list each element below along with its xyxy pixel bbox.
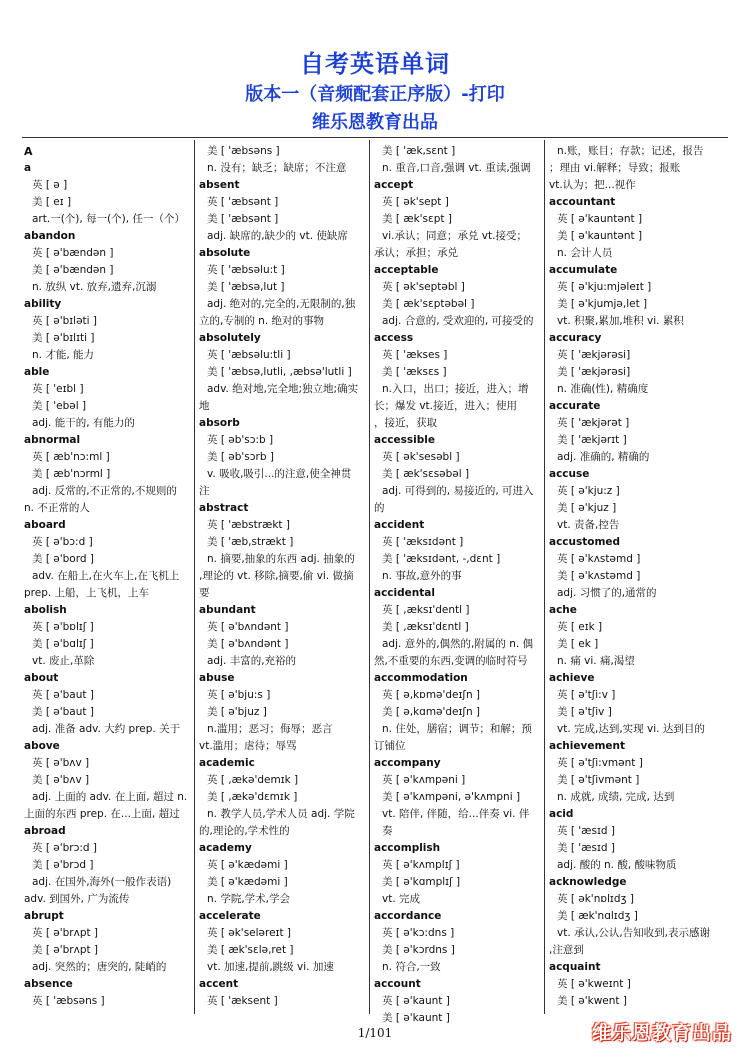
definition-continuation: 要 [199, 587, 210, 599]
definition-continuation: 立的,专制的 n. 绝对的事物 [199, 315, 325, 327]
headword: absolute [199, 247, 251, 259]
definition: n. 没有；缺乏；缺席；不注意 [207, 162, 347, 174]
pronunciation: 美 [ æk'sɛptəbəl ] [382, 298, 475, 310]
headword: achieve [549, 672, 595, 684]
pronunciation: 英 [ 'ækjərəsi] [557, 349, 631, 361]
definition: n. 放纵 vt. 放弃,遗弃,沉溺 [32, 281, 157, 293]
definition: n. 事故,意外的事 [382, 570, 462, 582]
pronunciation: 美 [ ə'bʌv ] [32, 774, 90, 786]
pronunciation: 美 [ 'æksɪdənt, -,dɛnt ] [382, 553, 501, 565]
definition: vt. 承认,公认,告知收到,表示感谢 [557, 927, 711, 939]
column-divider [369, 140, 370, 1014]
definition: adj. 缺席的,缺少的 vt. 使缺席 [207, 230, 348, 242]
pronunciation: 美 [ ek ] [557, 638, 599, 650]
pronunciation: 美 [ æk'sɛpt ] [382, 213, 452, 225]
pronunciation: 美 [ æb'nɔrml ] [32, 468, 111, 480]
headword: absolutely [199, 332, 261, 344]
pronunciation: 美 [ ə'bʌndənt ] [207, 638, 289, 650]
pronunciation: 英 [ ək'sept ] [382, 196, 449, 208]
headword: accustomed [549, 536, 621, 548]
page-title: 自考英语单词 [300, 50, 450, 78]
pronunciation: 美 [ ə'kaunt ] [382, 1012, 450, 1024]
definition-continuation: 地 [199, 400, 210, 412]
pronunciation: 英 [ ək'septəbl ] [382, 281, 465, 293]
pronunciation: 美 [ 'æbsə,lut ] [207, 281, 285, 293]
definition: n. 摘要,抽象的东西 adj. 抽象的 [207, 553, 355, 565]
pronunciation: 美 [ ə'kʌmpəni, ə'kʌmpni ] [382, 791, 521, 803]
headword: achievement [549, 740, 626, 752]
pronunciation: 美 [ ə'kjuz ] [557, 502, 617, 514]
pronunciation: 英 [ ə'tʃi:vmənt ] [557, 757, 643, 769]
pronunciation: 美 [ ə'kædəmi ] [207, 876, 288, 888]
pronunciation: 英 [ ə'kʌmplɪʃ ] [382, 859, 460, 871]
definition: adj. 酸的 n. 酸, 酸味物质 [557, 859, 677, 871]
definition: n. 成就, 成绩, 完成, 达到 [557, 791, 675, 803]
definition: vt. 积聚,累加,堆积 vi. 累积 [557, 315, 684, 327]
word-column-2 [199, 143, 363, 1011]
pronunciation: 英 [ 'æbstrækt ] [207, 519, 290, 531]
pronunciation: 美 [ əb'sɔrb ] [207, 451, 274, 463]
headword: academic [199, 757, 255, 769]
column-divider [194, 140, 195, 1014]
word-column-3 [374, 143, 538, 1024]
pronunciation: 英 [ ə'kʌmpəni ] [382, 774, 466, 786]
pronunciation: 美 [ ə'bɪlɪti ] [32, 332, 95, 344]
pronunciation: 英 [ əb'sɔ:b ] [207, 434, 274, 446]
definition: adj. 合意的, 受欢迎的, 可接受的 [382, 315, 534, 327]
definition-continuation: 长；爆发 vt.接近，进入；使用 [374, 400, 518, 412]
header-divider [22, 137, 728, 138]
headword: accomplish [374, 842, 441, 854]
pronunciation: 英 [ 'æbsəns ] [32, 995, 105, 1007]
pronunciation: 英 [ ə'bɔ:d ] [32, 536, 93, 548]
definition-continuation: 注 [199, 485, 210, 497]
pronunciation: 美 [ 'æksɛs ] [382, 366, 447, 378]
definition: vt. 责备,控告 [557, 519, 620, 531]
column-divider [544, 140, 545, 1014]
pronunciation: 英 [ 'ækjərət ] [557, 417, 630, 429]
headword: accent [199, 978, 239, 990]
publisher-line: 维乐恩教育出品 [312, 112, 438, 133]
pronunciation: 美 [ ə'kwent ] [557, 995, 627, 1007]
pronunciation: 英 [ ə'kʌstəmd ] [557, 553, 641, 565]
pronunciation: 英 [ ə'kædəmi ] [207, 859, 288, 871]
definition-continuation: vt.认为；把...视作 [549, 179, 636, 191]
pronunciation: 英 [ 'æbsəlu:t ] [207, 264, 285, 276]
definition: vt. 完成 [382, 893, 421, 905]
headword: accumulate [549, 264, 618, 276]
definition: vt. 陪伴, 伴随，给...伴奏 vi. 伴奏 [382, 808, 530, 837]
pronunciation: 美 [ ,ækə'dɛmɪk ] [207, 791, 298, 803]
definition-continuation: 订铺位 [374, 740, 406, 752]
pronunciation: 英 [ ə'bɒlɪʃ ] [32, 621, 94, 633]
definition: n. 痛 vi. 痛,渴望 [557, 655, 635, 667]
definition: n. 符合,一致 [382, 961, 441, 973]
definition: adj. 准确的, 精确的 [557, 451, 650, 463]
pronunciation: 英 [ ,ækə'demɪk ] [207, 774, 299, 786]
pronunciation: 英 [ 'æbsənt ] [207, 196, 279, 208]
headword: accountant [549, 196, 616, 208]
pronunciation: 英 [ ək'nɒlɪdʒ ] [557, 893, 635, 905]
pronunciation: 美 [ 'ækjərəsi] [557, 366, 631, 378]
headword: accuracy [549, 332, 602, 344]
pronunciation: 美 [ æk'nɑlɪdʒ ] [557, 910, 638, 922]
headword: accidental [374, 587, 435, 599]
definition: n. 准确(性), 精确度 [557, 383, 649, 395]
headword: accompany [374, 757, 441, 769]
pronunciation: 英 [ ə'kaunt ] [382, 995, 450, 1007]
pronunciation: 美 [ ə'kʌstəmd ] [557, 570, 641, 582]
pronunciation: 美 [ ə'bjuz ] [207, 706, 267, 718]
headword: ability [24, 298, 62, 310]
headword: absent [199, 179, 240, 191]
definition: vi.承认；同意；承兑 vt.接受； [382, 230, 527, 242]
pronunciation: 美 [ æk'sɛsəbəl ] [382, 468, 470, 480]
definition: adj. 习惯了的,通常的 [557, 587, 657, 599]
definition: vt. 废止,革除 [32, 655, 95, 667]
headword: acknowledge [549, 876, 627, 888]
definition: adj. 在国外,海外(一般作表语) [32, 876, 172, 888]
pronunciation: 美 [ 'æsɪd ] [557, 842, 615, 854]
pronunciation: 英 [ ə'bændən ] [32, 247, 114, 259]
definition: n. 才能, 能力 [32, 349, 95, 361]
pronunciation: 英 [ 'ækses ] [382, 349, 448, 361]
section-letter: A [24, 145, 33, 158]
definition: n. 教学人员,学术人员 adj. 学院 [207, 808, 355, 820]
headword: abstract [199, 502, 249, 514]
pronunciation: 美 [ ə'tʃivmənt ] [557, 774, 640, 786]
definition: adj. 上面的 adv. 在上面, 超过 n. [32, 791, 188, 803]
publisher-watermark: 维乐恩教育出品 [591, 1022, 732, 1044]
pronunciation: 英 [ ,æksɪ'dentl ] [382, 604, 470, 616]
headword: acceptable [374, 264, 439, 276]
definition: adj. 能干的, 有能力的 [32, 417, 135, 429]
headword: abuse [199, 672, 235, 684]
pronunciation: 英 [ æb'nɔ:ml ] [32, 451, 110, 463]
definition-continuation: ,注意到 [549, 944, 584, 956]
headword: absence [24, 978, 73, 990]
pronunciation: 英 [ eɪk ] [557, 621, 603, 633]
headword: accurate [549, 400, 601, 412]
definition: n.滥用；恶习；侮辱；恶言 [207, 723, 333, 735]
pronunciation: 英 [ ək'sesəbl ] [382, 451, 460, 463]
definition-continuation: adv. 到国外, 广为流传 [24, 893, 130, 905]
definition: n. 住处，膳宿；调节；和解；预 [382, 723, 532, 735]
headword: abrupt [24, 910, 64, 922]
definition: adv. 在船上,在火车上,在飞机上 [32, 570, 180, 582]
pronunciation: 英 [ ə'bʌv ] [32, 757, 90, 769]
headword: above [24, 740, 60, 752]
pronunciation: 英 [ 'eɪbl ] [32, 383, 84, 395]
headword: abroad [24, 825, 66, 837]
pronunciation: 美 [ 'æbsəns ] [207, 145, 280, 157]
definition: n. 重音,口音,强调 vt. 重读,强调 [382, 162, 531, 174]
headword: abolish [24, 604, 67, 616]
pronunciation: 英 [ 'æbsəlu:tli ] [207, 349, 291, 361]
pronunciation: 美 [ ə'brɔd ] [32, 859, 94, 871]
pronunciation: 美 [ ə'tʃiv ] [557, 706, 612, 718]
headword: about [24, 672, 59, 684]
definition-continuation: 然,不重要的东西,变调的临时符号 [374, 655, 528, 667]
definition: n.入口，出口；接近，进入；增 [382, 383, 529, 395]
pronunciation: 英 [ ə'bɪləti ] [32, 315, 98, 327]
pronunciation: 英 [ ə'kju:z ] [557, 485, 620, 497]
pronunciation: 美 [ 'æk,sɛnt ] [382, 145, 456, 157]
pronunciation: 英 [ ə'kju:mjəleɪt ] [557, 281, 652, 293]
headword: accordance [374, 910, 442, 922]
headword: abandon [24, 230, 76, 242]
headword: account [374, 978, 421, 990]
pronunciation: 美 [ ə'kauntənt ] [557, 230, 643, 242]
headword: acid [549, 808, 574, 820]
headword: accident [374, 519, 425, 531]
pronunciation: 英 [ ə'kauntənt ] [557, 213, 643, 225]
definition-continuation: 承认；承担；承兑 [374, 247, 458, 259]
pronunciation: 美 [ ə'bændən ] [32, 264, 114, 276]
pronunciation: 英 [ ə,kɒmə'deɪʃn ] [382, 689, 481, 701]
pronunciation: 英 [ ə'kɔ:dns ] [382, 927, 455, 939]
definition: adj. 丰富的,充裕的 [207, 655, 297, 667]
definition: adj. 突然的；唐突的, 陡峭的 [32, 961, 167, 973]
definition: n. 学院,学术,学会 [207, 893, 291, 905]
definition: adv. 绝对地,完全地;独立地;确实 [207, 383, 359, 395]
pronunciation: 美 [ 'æbsənt ] [207, 213, 279, 225]
definition-continuation: ，接近，获取 [374, 417, 437, 429]
pronunciation: 英 [ 'æksent ] [207, 995, 278, 1007]
definition: adj. 准备 adv. 大约 prep. 关于 [32, 723, 181, 735]
pronunciation: 美 [ 'æbsə,lutli, ,æbsə'lutli ] [207, 366, 352, 378]
pronunciation: 美 [ ə'baut ] [32, 706, 94, 718]
pronunciation: 美 [ ə,kɑmə'deɪʃn ] [382, 706, 481, 718]
headword: accelerate [199, 910, 261, 922]
pronunciation: 英 [ ə'baut ] [32, 689, 94, 701]
pronunciation: 美 [ ə'kɔrdns ] [382, 944, 455, 956]
definition: art.一(个), 每一(个), 任一（个） [32, 213, 185, 225]
pronunciation: 美 [ ə'kjumjə,let ] [557, 298, 648, 310]
pronunciation: 美 [ ə'bɑlɪʃ ] [32, 638, 94, 650]
headword: absorb [199, 417, 240, 429]
pronunciation: 美 [ eɪ ] [32, 196, 72, 208]
headword: acquaint [549, 961, 601, 973]
definition: n. 会计人员 [557, 247, 613, 259]
headword: aboard [24, 519, 66, 531]
definition-continuation: ；理由 vi.解释；导致；报账 [549, 162, 681, 174]
headword: ache [549, 604, 577, 616]
pronunciation: 英 [ ə'tʃi:v ] [557, 689, 616, 701]
pronunciation: 美 [ ə'kɑmplɪʃ ] [382, 876, 461, 888]
definition: adj. 可得到的, 易接近的, 可进入 [382, 485, 534, 497]
definition-continuation: ,理论的 vt. 移除,摘要,偷 vi. 做摘 [199, 570, 354, 582]
headword: accommodation [374, 672, 468, 684]
definition: v. 吸收,吸引...的注意,使全神贯 [207, 468, 352, 480]
pronunciation: 英 [ ə ] [32, 179, 68, 191]
definition-continuation: 的,理论的,学术性的 [199, 825, 290, 837]
pronunciation: 英 [ ək'seləreɪt ] [207, 927, 292, 939]
headword: able [24, 366, 50, 378]
pronunciation: 美 [ 'ækjərɪt ] [557, 434, 627, 446]
pronunciation: 英 [ ə'brʌpt ] [32, 927, 99, 939]
version-subtitle: 版本一（音频配套正序版）-打印 [245, 84, 505, 105]
word-column-1 [24, 143, 188, 1011]
definition-continuation: prep. 上船，上飞机，上车 [24, 587, 150, 599]
definition: vt. 加速,提前,跳级 vi. 加速 [207, 961, 334, 973]
definition: vt. 完成,达到,实现 vi. 达到目的 [557, 723, 705, 735]
headword: abnormal [24, 434, 81, 446]
headword: access [374, 332, 414, 344]
definition-continuation: 的 [374, 502, 385, 514]
pronunciation: 美 [ ə'brʌpt ] [32, 944, 99, 956]
pronunciation: 英 [ 'æksɪdənt ] [382, 536, 464, 548]
pronunciation: 美 [ 'ebəl ] [32, 400, 87, 412]
pronunciation: 美 [ æk'sɛlə,ret ] [207, 944, 294, 956]
headword: accept [374, 179, 414, 191]
pronunciation: 英 [ 'æsɪd ] [557, 825, 615, 837]
pronunciation: 英 [ ə'brɔ:d ] [32, 842, 98, 854]
pronunciation: 美 [ ,æksɪ'dɛntl ] [382, 621, 469, 633]
definition-continuation: n. 不正常的人 [24, 502, 90, 514]
definition: n.账，账目；存款；记述，报告 [557, 145, 704, 157]
definition-continuation: 上面的东西 prep. 在...上面, 超过 [24, 808, 180, 820]
headword: a [24, 162, 32, 174]
headword: abundant [199, 604, 256, 616]
definition-continuation: vt.滥用；虐待；辱骂 [199, 740, 297, 752]
definition: adj. 反常的,不正常的,不规则的 [32, 485, 177, 497]
page-number: 1/101 [357, 1026, 393, 1040]
headword: accessible [374, 434, 435, 446]
definition: adj. 意外的,偶然的,附属的 n. 偶 [382, 638, 534, 650]
definition: adj. 绝对的,完全的,无限制的,独 [207, 298, 356, 310]
pronunciation: 英 [ ə'bju:s ] [207, 689, 271, 701]
headword: accuse [549, 468, 590, 480]
headword: academy [199, 842, 252, 854]
pronunciation: 美 [ 'æb,strækt ] [207, 536, 294, 548]
word-column-4 [549, 143, 725, 1011]
pronunciation: 英 [ ə'bʌndənt ] [207, 621, 289, 633]
pronunciation: 美 [ ə'bord ] [32, 553, 94, 565]
pronunciation: 英 [ ə'kweɪnt ] [557, 978, 631, 990]
